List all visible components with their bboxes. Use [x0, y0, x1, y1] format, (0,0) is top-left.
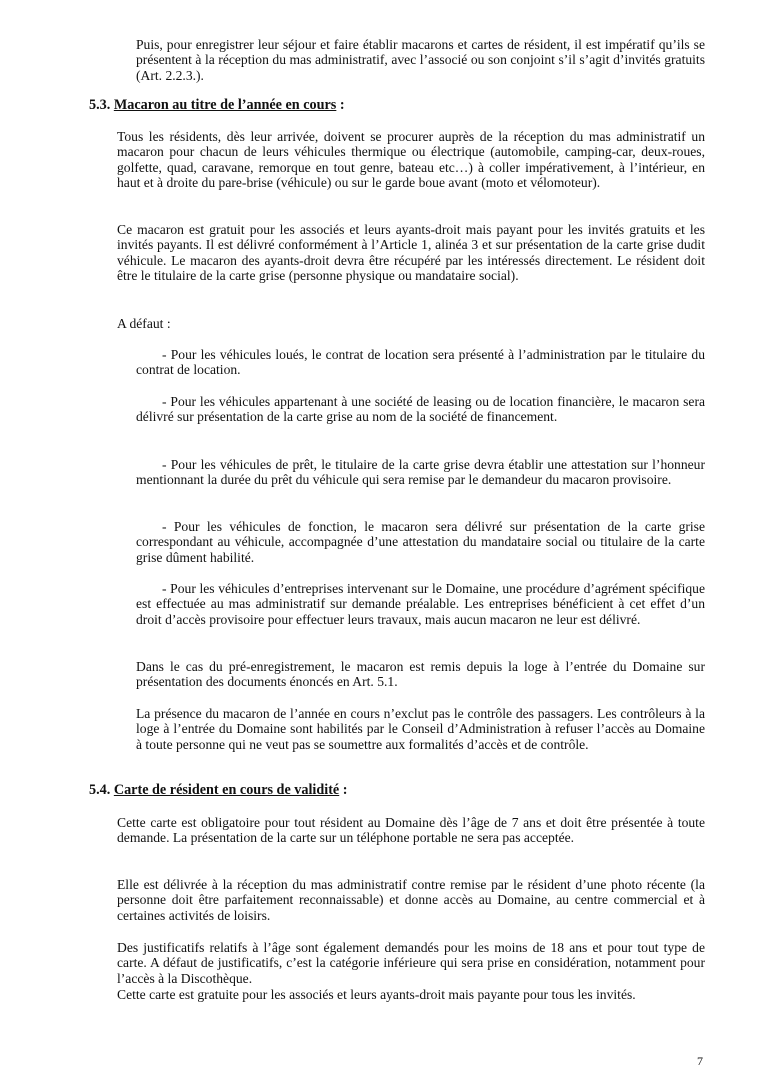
list-item-leasing: - Pour les véhicules appartenant à une société de leasing ou de location financière, le macaron sera délivré sur présentation de la carte grise au nom de la société de financement.	[136, 394, 705, 425]
section-heading-5-3	[89, 98, 345, 113]
list-item-loan: - Pour les véhicules de prêt, le titulaire de la carte grise devra établir une attestation sur l’honneur mentionnant la durée du prêt du véhicule qui sera remise par le demandeur du macaron provisoire.	[136, 457, 705, 488]
section-title: Macaron au titre de l’année en cours	[113, 97, 337, 113]
paragraph-5-3-2: Ce macaron est gratuit pour les associés et leurs ayants-droit mais payant pour les invités gratuits et les invités payants. Il est délivré conformément à l’Article 1, alinéa 3 et sur présentation de la carte grise dudit véhicule. Le macaron des ayants-droit devra être récupéré par les intéressés directement. Le résident doit être le titulaire de la carte grise (personne physique ou mandataire social).	[117, 222, 705, 284]
list-item-contractors: - Pour les véhicules d’entreprises intervenant sur le Domaine, une procédure d’agrément spécifique est effectuée au mas administratif sur demande préalable. Les entreprises bénéficient à cet effet d’un droit d’accès provisoire pour effectuer leurs travaux, mais aucun macaron ne leur est délivré.	[136, 581, 705, 627]
section-heading-5-4	[89, 783, 348, 798]
paragraph-5-3-4: La présence du macaron de l’année en cours n’exclut pas le contrôle des passagers. Les contrôleurs à la loge à l’entrée du Domaine sont habilités par le Conseil d’Administration à refuser l’accès au Domaine à toute personne qui ne veut pas se soumettre aux formalités d’accès et de contrôle.	[136, 706, 705, 752]
section-number: 5.3.	[89, 97, 111, 113]
section-colon: :	[336, 97, 345, 113]
section-number: 5.4.	[89, 782, 111, 798]
section-colon: :	[339, 782, 348, 798]
section-title: Carte de résident en cours de validité	[113, 782, 340, 798]
paragraph-5-3-default: A défaut :	[117, 316, 171, 331]
paragraph-5-3-3: Dans le cas du pré-enregistrement, le macaron est remis depuis la loge à l’entrée du Domaine sur présentation des documents énoncés en Art. 5.1.	[136, 659, 705, 690]
paragraph-5-4-2: Elle est délivrée à la réception du mas administratif contre remise par le résident d’une photo récente (la personne doit être parfaitement reconnaissable) et donne accès au Domaine, au centre commercial et à certaines activités de loisirs.	[117, 877, 705, 923]
list-item-leased: - Pour les véhicules loués, le contrat de location sera présenté à l’administration par le titulaire du contrat de location.	[136, 347, 705, 378]
paragraph-5-4-4: Cette carte est gratuite pour les associés et leurs ayants-droit mais payante pour tous les invités.	[117, 987, 636, 1002]
paragraph-intro: Puis, pour enregistrer leur séjour et faire établir macarons et cartes de résident, il est impératif qu’ils se présentent à la réception du mas administratif, avec l’associé ou son conjoint s’il s’agit d’invités gratuits (Art. 2.2.3.).	[136, 37, 705, 83]
page-number: 7	[697, 1054, 703, 1068]
paragraph-5-3-1: Tous les résidents, dès leur arrivée, doivent se procurer auprès de la réception du mas administratif un macaron pour chacun de leurs véhicules thermique ou électrique (automobile, camping-car, deux-roues, golfette, quad, caravane, remorque en tout genre, bateau etc…) à coller impérativement, à l’intérieur, en haut et à droite du pare-brise (véhicule) ou sur le garde boue avant (moto et vélomoteur).	[117, 129, 705, 191]
paragraph-5-4-3: Des justificatifs relatifs à l’âge sont également demandés pour les moins de 18 ans et pour tout type de carte. A défaut de justificatifs, c’est la catégorie inférieure qui sera prise en considération, notamment pour l’accès à la Discothèque.	[117, 940, 705, 986]
list-item-company-car: - Pour les véhicules de fonction, le macaron sera délivré sur présentation de la carte grise correspondant au véhicule, accompagnée d’une attestation du mandataire social ou titulaire de la carte grise dûment habilité.	[136, 519, 705, 565]
paragraph-5-4-1: Cette carte est obligatoire pour tout résident au Domaine dès l’âge de 7 ans et doit être présentée à toute demande. La présentation de la carte sur un téléphone portable ne sera pas acceptée.	[117, 815, 705, 846]
